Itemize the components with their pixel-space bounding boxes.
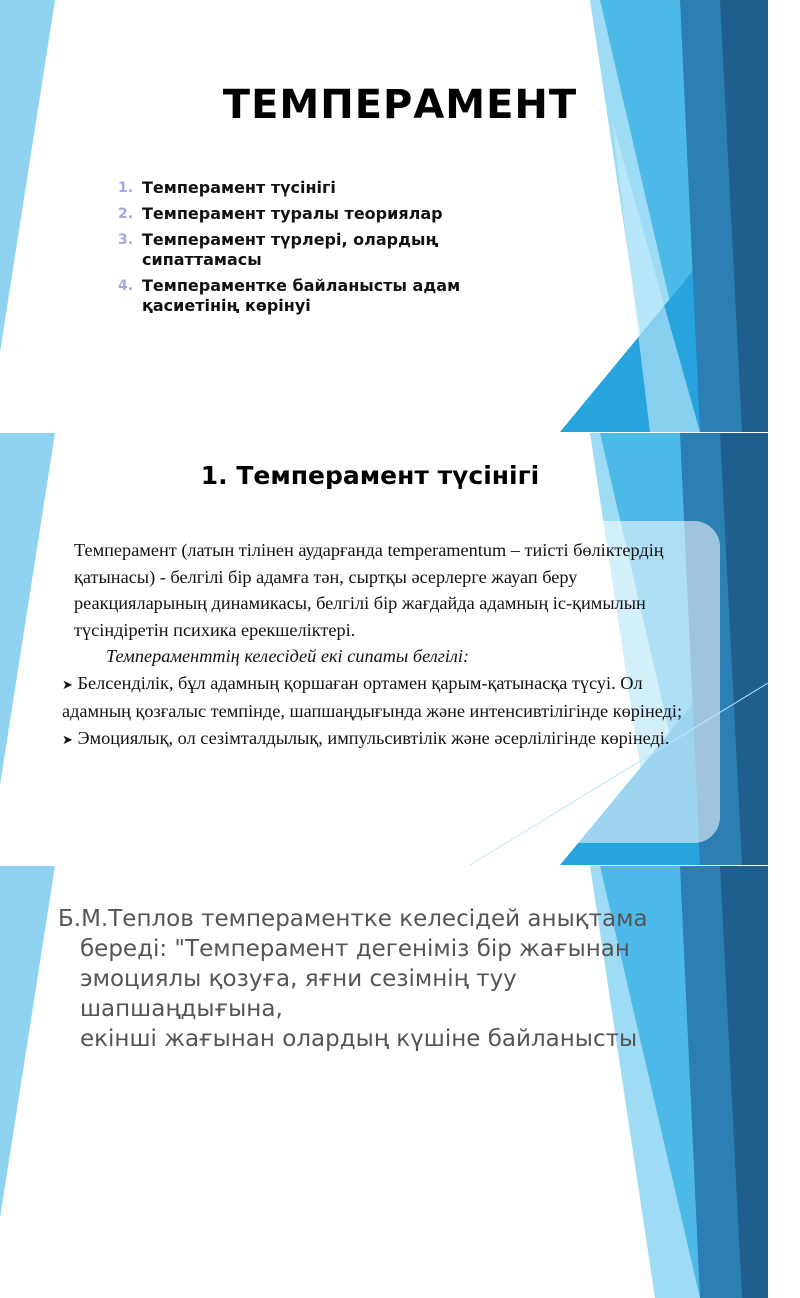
toc-item-text: Темперамент туралы теориялар xyxy=(142,204,443,223)
toc-item-text: Темперамент түрлері, олардың сипаттамасы xyxy=(142,230,439,269)
table-of-contents xyxy=(112,178,542,322)
toc-item xyxy=(112,230,542,270)
toc-item xyxy=(112,204,542,224)
bullet-text: Эмоциялық, ол сезімталдылық, импульсивтілік және әсерлілігінде көрінеді. xyxy=(77,727,670,748)
quote-line: екінші жағынан олардың күшіне байланысты xyxy=(80,1026,638,1052)
toc-item-number: 4. xyxy=(118,278,134,294)
slide-1 xyxy=(0,0,768,432)
bullet-item xyxy=(62,670,702,725)
bullet-text: Белсенділік, бұл адамның қоршаған ортамен қарым-қатынасқа түсуі. Ол адамның қозғалыс темпінде, шапшаңдығында және интенсивтілігінде көрінеді; xyxy=(62,672,683,721)
toc-item-number: 1. xyxy=(118,180,134,196)
quote-line: Б.М.Теплов темпераментке келесідей анықтама xyxy=(58,906,648,932)
toc-item-number: 3. xyxy=(118,232,134,248)
slide-title: 1. Темперамент түсінігі xyxy=(200,461,540,490)
toc-item xyxy=(112,276,542,316)
definition-paragraph: Темперамент (латын тілінен аударғанда temperamentum – тиісті бөліктердің қатынасы) - белгілі бір адамға тән, сыртқы әсерлерге жауап беру реакцияларының динамикасы, белгілі бір жағдайда адамның іс-қимылын түсіндіретін психика ерекшеліктері. xyxy=(74,540,664,640)
slide-body xyxy=(62,537,702,753)
toc-item-text: Темперамент түсінігі xyxy=(142,178,336,197)
slide-title: ТЕМПЕРАМЕНТ xyxy=(222,82,578,128)
quote-line: эмоциялы қозуға, яғни сезімнің туу шапшаңдығына, xyxy=(80,966,517,1022)
quote-line: береді: "Темперамент дегеніміз бір жағынан xyxy=(80,936,630,962)
toc-item-number: 2. xyxy=(118,206,134,222)
toc-item-text: Темпераментке байланысты адам қасиетінің көрінуі xyxy=(142,276,461,315)
italic-intro-line: Темпераменттің келесідей екі сипаты белгілі: xyxy=(106,646,470,666)
arrow-bullet-icon: ➤ xyxy=(62,676,73,692)
slide-2 xyxy=(0,433,768,865)
slide-3 xyxy=(0,866,768,1052)
bullet-item xyxy=(62,725,702,754)
quote-text xyxy=(58,904,718,1054)
toc-item xyxy=(112,178,542,198)
arrow-bullet-icon: ➤ xyxy=(62,731,73,747)
